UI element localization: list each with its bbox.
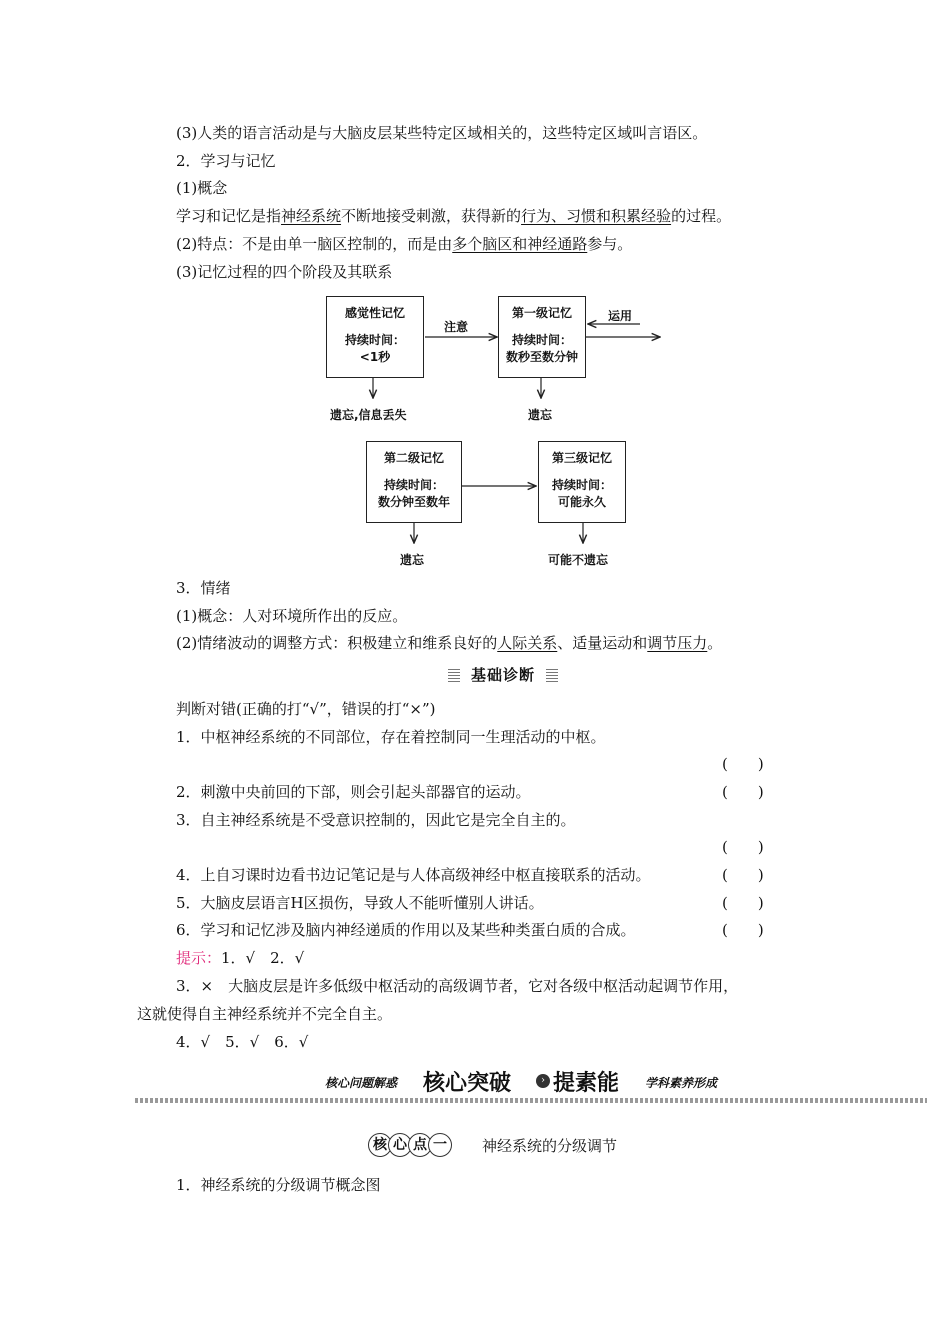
- heading-emotion: 3．情绪: [176, 579, 231, 597]
- box-line: 数秒至数分钟: [505, 350, 578, 364]
- memory-diagram-arrows: [0, 0, 950, 600]
- text-emotion-regulation: [176, 633, 722, 653]
- question-2: 2．刺激中央前回的下部，则会引起头部器官的运动。: [176, 783, 531, 801]
- header-big-right: 提素能: [553, 1071, 620, 1096]
- label-may-not-forget: 可能不遗忘: [548, 553, 609, 567]
- box-sensory-memory: [326, 296, 424, 378]
- hint-answers: 1．√ 2．√: [221, 949, 305, 967]
- box-title: 第三级记忆: [551, 451, 612, 465]
- box-line: 持续时间：: [344, 333, 405, 347]
- question-1: 1．中枢神经系统的不同部位，存在着控制同一生理活动的中枢。: [176, 728, 606, 746]
- text-segment: 学习和记忆是指: [176, 207, 282, 225]
- box-first-memory: [498, 296, 586, 378]
- box-line: 数分钟至数年: [377, 495, 450, 509]
- label-forget-info-loss: 遗忘,信息丢失: [330, 408, 407, 422]
- header-dotted-rule: [135, 1098, 927, 1103]
- key-point-char: 一: [428, 1133, 452, 1157]
- key-point-heading: [368, 1133, 618, 1157]
- underlined-term: 行为、习惯和积累经验: [521, 207, 672, 225]
- box-line: 持续时间：: [551, 478, 612, 492]
- underlined-term: 神经系统: [281, 207, 342, 225]
- text-segment: 不断地接受刺激，获得新的: [341, 207, 522, 225]
- heading-learning-memory: 2．学习与记忆: [176, 152, 276, 170]
- box-title: 第一级记忆: [511, 306, 572, 320]
- answer-blank: ( ): [722, 894, 764, 912]
- question-6: 6．学习和记忆涉及脑内神经递质的作用以及某些种类蛋白质的合成。: [176, 921, 636, 939]
- subheading-concept: (1)概念: [176, 179, 228, 197]
- box-title: 第二级记忆: [383, 451, 444, 465]
- section-header-core: [135, 1068, 927, 1108]
- underlined-term: 多个脑区和神经通路: [452, 235, 588, 253]
- box-second-memory: [366, 441, 462, 523]
- hint-label: 提示：: [176, 949, 222, 967]
- text-segment: (2)情绪波动的调整方式：积极建立和维系良好的: [176, 634, 498, 652]
- answer-3-line2: 这就使得自主神经系统并不完全自主。: [137, 1005, 393, 1023]
- text-segment: 。: [707, 634, 723, 652]
- key-point-char: 核: [368, 1133, 392, 1157]
- header-big-left: 核心突破: [423, 1071, 512, 1096]
- key-point-char: 心: [388, 1133, 412, 1157]
- box-third-memory: [538, 441, 626, 523]
- question-5: 5．大脑皮层语言H区损伤，导致人不能听懂别人讲话。: [176, 894, 544, 912]
- header-small-right: 学科素养形成: [645, 1076, 718, 1090]
- header-small-left: 核心问题解惑: [325, 1076, 398, 1090]
- text-emotion-concept: (1)概念：人对环境所作出的反应。: [176, 607, 408, 625]
- box-line: <1秒: [359, 350, 391, 364]
- answer-blank: ( ): [722, 921, 764, 939]
- box-line: 持续时间：: [511, 333, 572, 347]
- text-segment: 的过程。: [671, 207, 732, 225]
- question-4: 4．上自习课时边看书边记笔记是与人体高级神经中枢直接联系的活动。: [176, 866, 651, 884]
- text-segment: 参与。: [587, 235, 633, 253]
- subheading-memory-stages: (3)记忆过程的四个阶段及其联系: [176, 263, 393, 281]
- answer-blank: ( ): [722, 838, 764, 856]
- label-attention: 注意: [444, 320, 469, 334]
- box-title: 感觉性记忆: [344, 306, 405, 320]
- text-language-area: (3)人类的语言活动是与大脑皮层某些特定区域相关的，这些特定区域叫言语区。: [176, 124, 708, 142]
- text-diagnosis-intro: 判断对错(正确的打“√”，错误的打“×”): [176, 700, 436, 718]
- box-line: 可能永久: [557, 495, 606, 509]
- question-3: 3．自主神经系统是不受意识控制的，因此它是完全自主的。: [176, 811, 576, 829]
- answer-blank: ( ): [722, 755, 764, 773]
- banner-title: 基础诊断: [460, 664, 546, 686]
- answer-blank: ( ): [722, 866, 764, 884]
- item-concept-map: 1．神经系统的分级调节概念图: [176, 1176, 381, 1194]
- label-use: 运用: [608, 309, 633, 323]
- arrow-circle-icon: ›: [536, 1074, 550, 1088]
- key-point-char: 点: [408, 1133, 432, 1157]
- text-segment: (2)特点：不是由单一脑区控制的，而是由: [176, 235, 453, 253]
- key-point-title: 神经系统的分级调节: [482, 1137, 618, 1155]
- answer-3-line1: 3．× 大脑皮层是许多低级中枢活动的高级调节者，它对各级中枢活动起调节作用，: [176, 977, 739, 995]
- label-forget-3: 遗忘: [400, 553, 425, 567]
- label-forget-2: 遗忘: [528, 408, 553, 422]
- answer-blank: ( ): [722, 783, 764, 801]
- hint-line: [176, 948, 304, 968]
- box-line: 持续时间：: [383, 478, 444, 492]
- answer-4-6: 4．√ 5．√ 6．√: [176, 1033, 309, 1051]
- text-segment: 、适量运动和: [557, 634, 648, 652]
- underlined-term: 人际关系: [497, 634, 558, 652]
- underlined-term: 调节压力: [647, 634, 708, 652]
- section-banner-diagnosis: [448, 664, 558, 686]
